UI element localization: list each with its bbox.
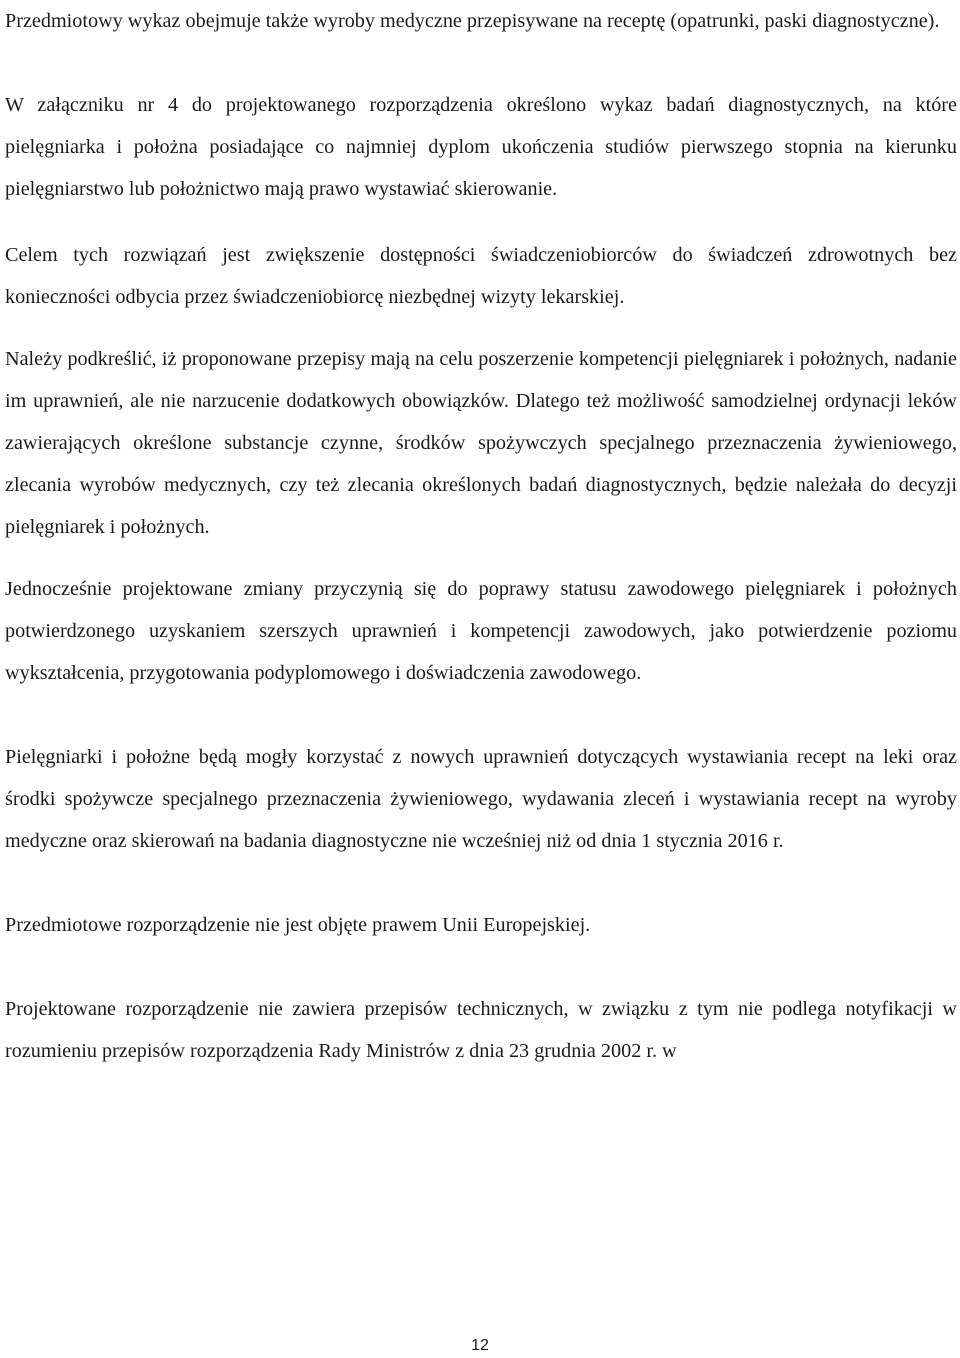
paragraph-professional-status: Jednocześnie projektowane zmiany przyczynią się do poprawy statusu zawodowego pielęgniarek i położnych potwierdzonego uzyskaniem szerszych uprawnień i kompetencji zawodowych, jako potwierdzenie poziomu wykształcenia, przygotowania podyplomowego i doświadczenia zawodowego. <box>5 578 957 684</box>
paragraph-competences: Należy podkreślić, iż proponowane przepisy mają na celu poszerzenie kompetencji pielęgniarek i położnych, nadanie im uprawnień, ale nie narzucenie dodatkowych obowiązków. Dlatego też możliwość samodzielnej ordynacji leków zawierających określone substancje czynne, środków spożywczych specjalnego przeznaczenia żywieniowego, zlecania wyrobów medycznych, czy też zlecania określonych badań diagnostycznych, będzie należała do decyzji pielęgniarek i położnych. <box>5 348 957 538</box>
paragraph-diagnostic-tests: W załączniku nr 4 do projektowanego rozporządzenia określono wykaz badań diagnostycznych, na które pielęgniarka i położna posiadające co najmniej dyplom ukończenia studiów pierwszego stopnia na kierunku pielęgniarstwo lub położnictwo mają prawo wystawiać skierowanie. <box>5 94 957 200</box>
paragraph-eu-law: Przedmiotowe rozporządzenie nie jest objęte prawem Unii Europejskiej. <box>5 914 591 936</box>
paragraph-notification: Projektowane rozporządzenie nie zawiera przepisów technicznych, w związku z tym nie podlega notyfikacji w rozumieniu przepisów rozporządzenia Rady Ministrów z dnia 23 grudnia 2002 r. w <box>5 998 957 1062</box>
page-number: 12 <box>471 1337 489 1354</box>
paragraph-purpose: Celem tych rozwiązań jest zwiększenie dostępności świadczeniobiorców do świadczeń zdrowotnych bez konieczności odbycia przez świadczeniobiorcę niezbędnej wizyty lekarskiej. <box>5 244 957 308</box>
paragraph-medical-devices: Przedmiotowy wykaz obejmuje także wyroby medyczne przepisywane na receptę (opatrunki, paski diagnostyczne). <box>5 10 940 32</box>
document-body <box>5 0 957 1072</box>
paragraph-effective-date: Pielęgniarki i położne będą mogły korzystać z nowych uprawnień dotyczących wystawiania recept na leki oraz środki spożywcze specjalnego przeznaczenia żywieniowego, wydawania zleceń i wystawiania recept na wyroby medyczne oraz skierowań na badania diagnostyczne nie wcześniej niż od dnia 1 stycznia 2016 r. <box>5 746 957 852</box>
